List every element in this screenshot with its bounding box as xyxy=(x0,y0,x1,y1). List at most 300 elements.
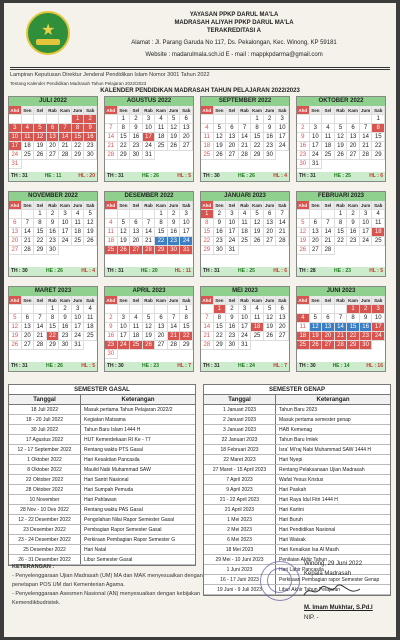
day-cell: 22 xyxy=(72,142,85,151)
hl-count: HL : 5 xyxy=(81,363,95,369)
day-cell: 7 xyxy=(59,124,72,133)
month-calendar xyxy=(8,286,98,372)
day-cell: 10 xyxy=(372,314,385,323)
semester-gasal-table xyxy=(8,384,196,566)
day-cell: 9 xyxy=(347,219,360,228)
day-cell: 11 xyxy=(201,133,214,142)
weekday-header: Rab xyxy=(47,106,60,115)
day-cell: 22 xyxy=(34,237,47,246)
weekday-header: Jum xyxy=(168,296,181,305)
th-count: TH : 31 xyxy=(203,363,220,369)
calendar-title: KALENDER PENDIDIKAN MADRASAH TAHUN PELAJARAN 2022/2023 xyxy=(100,88,300,94)
hl-count: HL : 4 xyxy=(81,268,95,274)
day-cell: 17 xyxy=(180,228,193,237)
day-cell: 28 xyxy=(335,341,348,350)
month-summary xyxy=(297,267,385,276)
weekday-header: Ahd xyxy=(105,296,118,305)
day-cell: 29 xyxy=(47,341,60,350)
day-cell: 1 xyxy=(372,115,385,124)
day-cell: 12 xyxy=(34,133,47,142)
day-cell: 19 xyxy=(168,133,181,142)
month-calendar xyxy=(296,96,386,182)
day-cell: 27 xyxy=(130,246,143,255)
day-cell: 3 xyxy=(239,305,252,314)
day-cell: 31 xyxy=(239,341,252,350)
weekday-header: Sel xyxy=(226,201,239,210)
address: Alamat : Jl. Parang Garuda No 117, Ds. Pekalongan, Kec. Winong, KP 59181 xyxy=(131,40,337,46)
day-cell: 17 xyxy=(276,133,289,142)
day-cell: 4 xyxy=(130,314,143,323)
day-cell: 20 xyxy=(347,142,360,151)
day-cell: 21 xyxy=(335,332,348,341)
weekday-header: Kam xyxy=(348,203,358,208)
day-cell: 19 xyxy=(310,332,323,341)
weekday-header: Sab xyxy=(84,296,97,305)
th-count: TH : 30 xyxy=(299,363,316,369)
month-summary xyxy=(105,267,193,276)
day-cell: 7 xyxy=(168,314,181,323)
day-cell: 27 xyxy=(9,246,22,255)
day-cell: 7 xyxy=(239,124,252,133)
day-cell: 14 xyxy=(34,323,47,332)
weekday-header: Ahd xyxy=(297,106,310,115)
weekday-header: Sab xyxy=(84,201,97,210)
month-summary xyxy=(9,362,97,371)
day-cell: 2 xyxy=(214,210,227,219)
day-cell: 17 xyxy=(310,142,323,151)
day-cell: 21 xyxy=(143,237,156,246)
day-cell: 1 xyxy=(34,210,47,219)
day-cell: 29 xyxy=(201,246,214,255)
weekday-header: Sab xyxy=(180,201,193,210)
day-cell: 3 xyxy=(360,210,373,219)
signature xyxy=(302,583,362,599)
day-cell: 2 xyxy=(105,314,118,323)
weekday-header: Ahd xyxy=(201,296,214,305)
day-cell: 8 xyxy=(47,314,60,323)
day-cell: 10 xyxy=(143,124,156,133)
he-count: HE : 14 xyxy=(332,363,350,369)
day-cell: 21 xyxy=(105,142,118,151)
weekday-header: Sel xyxy=(322,296,335,305)
day-cell: 19 xyxy=(34,142,47,151)
weekday-header: Ahd xyxy=(297,296,310,305)
table-row: 12 - 17 September 2022 Rentang waktu PTS Gasal xyxy=(9,445,195,455)
day-cell: 16 xyxy=(130,133,143,142)
weekday-header: Sen xyxy=(214,296,227,305)
empty-cell xyxy=(34,305,47,314)
day-cell: 25 xyxy=(22,151,35,160)
empty-cell xyxy=(360,115,373,124)
weekday-header: Ahd xyxy=(9,296,22,305)
day-cell: 7 xyxy=(335,314,348,323)
day-cell: 3 xyxy=(180,210,193,219)
day-cell: 6 xyxy=(130,219,143,228)
day-cell: 26 xyxy=(168,142,181,151)
day-cell: 20 xyxy=(130,237,143,246)
day-cell: 10 xyxy=(9,133,22,142)
month-title: JUNI 2023 xyxy=(297,287,385,296)
day-cell: 30 xyxy=(360,341,373,350)
day-cell: 29 xyxy=(347,341,360,350)
day-cell: 27 xyxy=(155,341,168,350)
day-cell: 23 xyxy=(105,341,118,350)
sign-role: Kepala Madrasah xyxy=(304,571,352,577)
day-cell: 23 xyxy=(47,237,60,246)
month-title: MARET 2023 xyxy=(9,287,97,296)
table-row: 28 Nov - 10 Des 2022 Rentang waktu PAS Gasal xyxy=(9,505,195,515)
day-cell: 3 xyxy=(276,115,289,124)
month-title: JANUARI 2023 xyxy=(201,192,289,201)
day-cell: 17 xyxy=(59,228,72,237)
day-cell: 19 xyxy=(251,228,264,237)
day-cell: 24 xyxy=(239,332,252,341)
day-cell: 30 xyxy=(226,341,239,350)
day-cell: 21 xyxy=(34,332,47,341)
day-cell: 19 xyxy=(297,237,310,246)
decree-subject: Tentang Kalender Pendidikan Madrasah Tahun Pelajaran 2022/2023 xyxy=(10,81,147,86)
weekday-header: Rab xyxy=(47,296,60,305)
weekday-header: Sab xyxy=(180,296,193,305)
day-cell: 14 xyxy=(239,133,252,142)
day-cell: 3 xyxy=(59,210,72,219)
day-cell: 3 xyxy=(118,314,131,323)
day-cell: 13 xyxy=(180,124,193,133)
weekday-header: Jum xyxy=(168,201,181,210)
month-calendar xyxy=(296,191,386,277)
day-cell: 2 xyxy=(47,210,60,219)
day-cell: 7 xyxy=(34,314,47,323)
day-cell: 25 xyxy=(155,142,168,151)
day-cell: 14 xyxy=(143,228,156,237)
day-cell: 28 xyxy=(168,341,181,350)
day-cell: 27 xyxy=(347,151,360,160)
empty-cell xyxy=(130,210,143,219)
sign-nip: NIP. - xyxy=(304,615,319,621)
day-cell: 8 xyxy=(72,124,85,133)
day-cell: 4 xyxy=(72,210,85,219)
day-cell: 8 xyxy=(251,124,264,133)
day-cell: 19 xyxy=(118,237,131,246)
table-row: 6 Mei 2023 Hari Waisak xyxy=(204,535,390,545)
weekday-header: Rab xyxy=(335,106,348,115)
empty-cell xyxy=(118,210,131,219)
day-cell: 4 xyxy=(322,124,335,133)
empty-cell xyxy=(310,305,323,314)
day-cell: 13 xyxy=(22,323,35,332)
weekday-header: Rab xyxy=(47,201,60,210)
he-count: HE : 20 xyxy=(140,268,158,274)
day-cell: 17 xyxy=(226,228,239,237)
day-cell: 23 xyxy=(347,237,360,246)
day-cell: 18 xyxy=(372,228,385,237)
day-cell: 8 xyxy=(214,314,227,323)
month-calendar xyxy=(200,286,290,372)
weekday-header: Jum xyxy=(264,296,277,305)
day-cell: 1 xyxy=(118,115,131,124)
day-cell: 13 xyxy=(264,219,277,228)
table-row: 8 Oktober 2022 Maulid Nabi Muhammad SAW xyxy=(9,465,195,475)
day-cell: 9 xyxy=(360,314,373,323)
weekday-header: Sen xyxy=(22,296,35,305)
day-cell: 14 xyxy=(22,228,35,237)
day-cell: 22 xyxy=(347,332,360,341)
day-cell: 26 xyxy=(310,341,323,350)
th-count: TH : 28 xyxy=(299,268,316,274)
weekday-header: Jum xyxy=(360,201,373,210)
day-cell: 24 xyxy=(360,237,373,246)
table-row: 10 November Hari Pahlawan xyxy=(9,495,195,505)
day-cell: 24 xyxy=(310,151,323,160)
weekday-header: Sab xyxy=(276,106,289,115)
day-cell: 28 xyxy=(143,246,156,255)
day-cell: 26 xyxy=(297,246,310,255)
month-title: APRIL 2023 xyxy=(105,287,193,296)
month-title: SEPTEMBER 2022 xyxy=(201,97,289,106)
day-cell: 19 xyxy=(84,228,97,237)
day-cell: 22 xyxy=(47,332,60,341)
day-cell: 1 xyxy=(201,210,214,219)
hl-count: HL : 20 xyxy=(78,173,95,179)
table-row: 1 Mei 2023 Hari Buruh xyxy=(204,515,390,525)
day-cell: 20 xyxy=(276,323,289,332)
day-cell: 26 xyxy=(34,151,47,160)
weekday-header: Sen xyxy=(118,106,131,115)
day-cell: 22 xyxy=(335,237,348,246)
empty-cell xyxy=(22,115,35,124)
th-count: TH : 30 xyxy=(107,363,124,369)
weekday-header: Sab xyxy=(276,201,289,210)
day-cell: 13 xyxy=(47,133,60,142)
day-cell: 23 xyxy=(168,237,181,246)
th-count: TH : 31 xyxy=(107,173,124,179)
month-calendar xyxy=(8,96,98,182)
th-count: TH : 31 xyxy=(107,268,124,274)
weekday-header: Rab xyxy=(239,296,252,305)
empty-cell xyxy=(168,305,181,314)
table-row: 18 - 20 Juli 2022 Kegiatan Matsama xyxy=(9,415,195,425)
day-cell: 28 xyxy=(322,246,335,255)
day-cell: 13 xyxy=(276,314,289,323)
day-cell: 30 xyxy=(130,151,143,160)
official-stamp xyxy=(260,561,300,601)
day-cell: 6 xyxy=(9,219,22,228)
day-cell: 12 xyxy=(168,124,181,133)
day-cell: 5 xyxy=(297,219,310,228)
month-summary xyxy=(105,172,193,181)
day-cell: 7 xyxy=(276,210,289,219)
day-cell: 22 xyxy=(214,332,227,341)
day-cell: 27 xyxy=(276,332,289,341)
table-row: 21 - 22 April 2023 Hari Raya Idul Fitri 1444 H xyxy=(204,495,390,505)
day-cell: 17 xyxy=(143,133,156,142)
table-header: Tanggal Keterangan xyxy=(9,395,195,405)
day-cell: 22 xyxy=(372,142,385,151)
weekday-header: Sel xyxy=(130,106,143,115)
table-header: Tanggal Keterangan xyxy=(204,395,390,405)
day-cell: 6 xyxy=(347,124,360,133)
day-cell: 4 xyxy=(155,115,168,124)
day-cell: 9 xyxy=(297,133,310,142)
weekday-header: Kam xyxy=(156,298,166,303)
day-cell: 6 xyxy=(180,115,193,124)
day-cell: 21 xyxy=(201,332,214,341)
weekday-header: Kam xyxy=(348,298,358,303)
month-summary xyxy=(201,172,289,181)
month-summary xyxy=(201,267,289,276)
day-cell: 1 xyxy=(180,305,193,314)
day-cell: 19 xyxy=(335,142,348,151)
day-cell: 2 xyxy=(59,305,72,314)
weekday-header: Sel xyxy=(226,106,239,115)
day-cell: 27 xyxy=(310,246,323,255)
hl-count: HL : 7 xyxy=(273,363,287,369)
empty-cell xyxy=(9,115,22,124)
empty-cell xyxy=(22,210,35,219)
day-cell: 8 xyxy=(34,219,47,228)
day-cell: 13 xyxy=(130,228,143,237)
empty-cell xyxy=(201,305,214,314)
day-cell: 4 xyxy=(297,314,310,323)
day-cell: 30 xyxy=(84,151,97,160)
school-logo xyxy=(26,11,70,55)
table-row: 23 Desember 2022 Pembagian Rapor Semester Gasal xyxy=(9,525,195,535)
day-cell: 10 xyxy=(360,219,373,228)
contact: Website : madarulmala.sch.id E - mail : mappkpdarma@gmail.com xyxy=(145,52,323,58)
day-cell: 12 xyxy=(84,219,97,228)
day-cell: 7 xyxy=(22,219,35,228)
weekday-header: Sab xyxy=(180,106,193,115)
table-row: 21 April 2023 Hari Kartini xyxy=(204,505,390,515)
weekday-header: Sab xyxy=(372,296,385,305)
weekday-header: Sab xyxy=(372,106,385,115)
day-cell: 17 xyxy=(239,323,252,332)
weekday-header: Sel xyxy=(34,296,47,305)
hl-count: HL : 7 xyxy=(177,363,191,369)
day-cell: 16 xyxy=(360,323,373,332)
weekday-header: Sel xyxy=(130,201,143,210)
day-cell: 7 xyxy=(105,124,118,133)
day-cell: 9 xyxy=(84,124,97,133)
day-cell: 30 xyxy=(264,151,277,160)
semester-title: SEMESTER GASAL xyxy=(9,385,195,395)
day-cell: 2 xyxy=(347,210,360,219)
empty-cell xyxy=(59,115,72,124)
weekday-header: Rab xyxy=(239,201,252,210)
day-cell: 6 xyxy=(155,314,168,323)
day-cell: 15 xyxy=(34,228,47,237)
table-row: 27 Maret - 15 April 2023 Rentang Pelaksanaan Ujian Madrasah xyxy=(204,465,390,475)
month-summary xyxy=(201,362,289,371)
empty-cell xyxy=(105,305,118,314)
table-row: 18 Juli 2022 Masuk pertama Tahun Pelajaran 2022/2 xyxy=(9,405,195,415)
weekday-header: Ahd xyxy=(297,201,310,210)
day-cell: 10 xyxy=(239,314,252,323)
hl-count: HL : 11 xyxy=(174,268,191,274)
day-cell: 6 xyxy=(226,124,239,133)
day-cell: 10 xyxy=(276,124,289,133)
month-calendar xyxy=(104,96,194,182)
table-row: 28 Oktober 2022 Hari Sumpah Pemuda xyxy=(9,485,195,495)
day-cell: 17 xyxy=(360,228,373,237)
day-cell: 1 xyxy=(251,115,264,124)
th-count: TH : 31 xyxy=(11,363,28,369)
day-cell: 4 xyxy=(372,210,385,219)
day-cell: 27 xyxy=(226,151,239,160)
day-cell: 16 xyxy=(84,133,97,142)
day-cell: 15 xyxy=(335,228,348,237)
table-row: 18 Mei 2023 Hari Kenaikan Isa Al Masih xyxy=(204,545,390,555)
weekday-header: Jum xyxy=(72,296,85,305)
day-cell: 11 xyxy=(155,124,168,133)
he-count: HE : 25 xyxy=(333,173,351,179)
day-cell: 11 xyxy=(130,323,143,332)
month-summary xyxy=(105,362,193,371)
day-cell: 27 xyxy=(47,151,60,160)
day-cell: 11 xyxy=(72,219,85,228)
day-cell: 19 xyxy=(143,332,156,341)
day-cell: 10 xyxy=(310,133,323,142)
day-cell: 21 xyxy=(22,237,35,246)
day-cell: 12 xyxy=(214,133,227,142)
weekday-header: Sen xyxy=(310,106,323,115)
header-divider xyxy=(10,67,390,68)
month-title: AGUSTUS 2022 xyxy=(105,97,193,106)
month-calendar xyxy=(104,191,194,277)
day-cell: 27 xyxy=(264,237,277,246)
weekday-header: Rab xyxy=(335,296,348,305)
day-cell: 24 xyxy=(143,142,156,151)
table-row: 22 Maret 2023 Hari Nyepi xyxy=(204,455,390,465)
day-cell: 9 xyxy=(168,219,181,228)
table-row: 19 Juni - 9 Juli 2023 Libur Akhir Tahun Pelajaran xyxy=(204,585,390,595)
day-cell: 6 xyxy=(22,314,35,323)
day-cell: 26 xyxy=(214,151,227,160)
day-cell: 25 xyxy=(130,341,143,350)
day-cell: 25 xyxy=(239,237,252,246)
weekday-header: Sen xyxy=(214,106,227,115)
day-cell: 29 xyxy=(251,151,264,160)
empty-cell xyxy=(310,210,323,219)
empty-cell xyxy=(297,210,310,219)
day-cell: 3 xyxy=(72,305,85,314)
weekday-header: Jum xyxy=(168,106,181,115)
day-cell: 23 xyxy=(84,142,97,151)
day-cell: 25 xyxy=(84,332,97,341)
day-cell: 3 xyxy=(372,305,385,314)
day-cell: 14 xyxy=(201,323,214,332)
weekday-header: Kam xyxy=(252,298,262,303)
day-cell: 1 xyxy=(72,115,85,124)
day-cell: 12 xyxy=(143,323,156,332)
day-cell: 28 xyxy=(22,246,35,255)
day-cell: 22 xyxy=(118,142,131,151)
weekday-header: Rab xyxy=(143,201,156,210)
weekday-header: Sen xyxy=(310,296,323,305)
day-cell: 18 xyxy=(322,142,335,151)
day-cell: 16 xyxy=(264,133,277,142)
day-cell: 24 xyxy=(276,142,289,151)
day-cell: 9 xyxy=(105,323,118,332)
day-cell: 5 xyxy=(335,124,348,133)
day-cell: 1 xyxy=(214,305,227,314)
day-cell: 18 xyxy=(155,133,168,142)
weekday-header: Kam xyxy=(60,108,70,113)
weekday-header: Sel xyxy=(322,106,335,115)
he-count: HE : 26 xyxy=(141,173,159,179)
day-cell: 20 xyxy=(9,237,22,246)
day-cell: 25 xyxy=(297,341,310,350)
